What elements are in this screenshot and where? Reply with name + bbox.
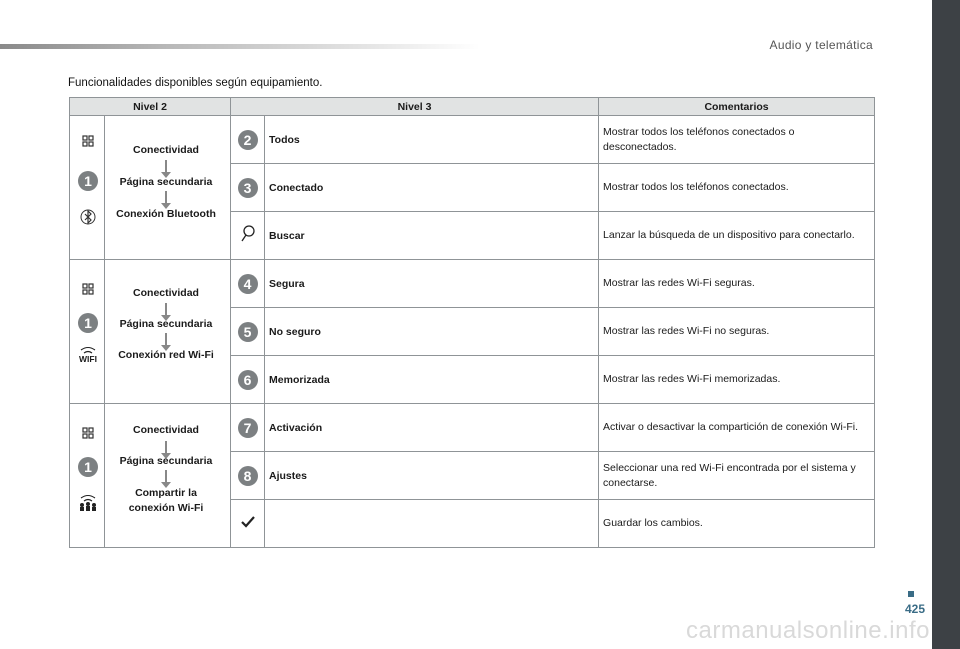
header-nivel3: Nivel 3: [231, 98, 599, 116]
search-icon: [241, 225, 255, 243]
intro-text: Funcionalidades disponibles según equipamiento.: [68, 77, 323, 89]
header-comentarios: Comentarios: [599, 98, 875, 116]
watermark: carmanualsonline.info: [686, 617, 930, 644]
comment: Mostrar las redes Wi-Fi memorizadas.: [599, 356, 875, 404]
nivel3-label: No seguro: [265, 308, 599, 356]
nivel2-line-1: Conectividad: [133, 424, 199, 436]
page-marker: [908, 591, 914, 597]
comment: Guardar los cambios.: [599, 500, 875, 548]
group-icons-share: [70, 404, 105, 548]
badge-7: 7: [238, 418, 258, 438]
badge-3: 3: [238, 178, 258, 198]
section-title: Audio y telemática: [769, 38, 873, 52]
badge-8: 8: [238, 466, 258, 486]
apps-grid-icon: [81, 426, 95, 440]
table-header-row: [70, 98, 875, 116]
comment: Lanzar la búsqueda de un dispositivo para conectarlo.: [599, 212, 875, 260]
comment: Seleccionar una red Wi-Fi encontrada por el sistema y conectarse.: [599, 452, 875, 500]
badge-2: 2: [238, 130, 258, 150]
side-tab: [932, 0, 960, 649]
wifi-share-icon: [78, 493, 98, 513]
badge-1: 1: [78, 313, 98, 333]
nivel3-label: Segura: [265, 260, 599, 308]
nivel2-line-1: Conectividad: [133, 287, 199, 299]
badge-1: 1: [78, 171, 98, 191]
nivel3-label: Activación: [265, 404, 599, 452]
header-nivel2: Nivel 2: [70, 98, 231, 116]
nivel3-label: Memorizada: [265, 356, 599, 404]
nivel2-line-2: Página secundaria: [119, 318, 213, 330]
apps-grid-icon: [81, 134, 95, 148]
checkmark-icon: [241, 516, 255, 528]
comment: Mostrar las redes Wi-Fi no seguras.: [599, 308, 875, 356]
header-gradient-bar: [0, 44, 480, 49]
nivel2-line-1: Conectividad: [133, 144, 199, 156]
features-table: [69, 97, 875, 548]
badge-4: 4: [238, 274, 258, 294]
nivel2-line-3: Compartir la conexión Wi-Fi: [128, 487, 204, 514]
apps-grid-icon: [81, 282, 95, 296]
comment: Mostrar todos los teléfonos conectados o desconectados.: [599, 116, 875, 164]
nivel2-line-3: Conexión Bluetooth: [116, 208, 216, 220]
nivel2-line-2: Página secundaria: [119, 455, 213, 467]
badge-1: 1: [78, 457, 98, 477]
nivel2-wifi: [105, 260, 231, 404]
bluetooth-icon: [80, 208, 96, 226]
comment: Mostrar las redes Wi-Fi seguras.: [599, 260, 875, 308]
nivel2-share: [105, 404, 231, 548]
table-row: [70, 116, 875, 164]
table-row: [70, 404, 875, 452]
group-icons-bluetooth: [70, 116, 105, 260]
wifi-icon: [77, 346, 99, 364]
nivel3-label: Ajustes: [265, 452, 599, 500]
comment: Activar o desactivar la compartición de conexión Wi-Fi.: [599, 404, 875, 452]
badge-6: 6: [238, 370, 258, 390]
table-row: [70, 260, 875, 308]
nivel2-line-3: Conexión red Wi-Fi: [118, 349, 214, 361]
arrow-down-icon: [164, 191, 168, 209]
wifi-label: WIFI: [79, 354, 97, 364]
badge-5: 5: [238, 322, 258, 342]
nivel2-line-2: Página secundaria: [119, 176, 213, 188]
group-icons-wifi: [70, 260, 105, 404]
page-number: 425: [904, 602, 925, 616]
nivel3-label: Buscar: [265, 212, 599, 260]
comment: Mostrar todos los teléfonos conectados.: [599, 164, 875, 212]
nivel3-label: Todos: [265, 116, 599, 164]
nivel3-label: Conectado: [265, 164, 599, 212]
nivel2-bluetooth: [105, 116, 231, 260]
nivel3-label: [265, 500, 599, 548]
